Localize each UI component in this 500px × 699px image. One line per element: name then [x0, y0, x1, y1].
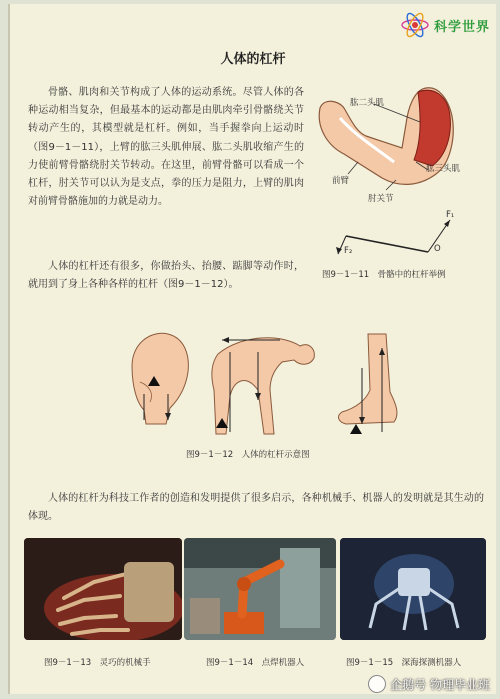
body-lever-figure: [110, 324, 420, 444]
paragraph-examples: 人体的杠杆还有很多，你做抬头、抬腰、踮脚等动作时，就用到了身上各种各样的杠杆（图9－1－12）。: [28, 261, 304, 291]
foot-lever-icon: [339, 334, 397, 434]
penguin-logo-icon: [368, 675, 386, 693]
label-o: O: [434, 244, 441, 254]
figure-caption-9-1-12: 图9－1－12 人体的杠杆示意图: [186, 450, 310, 460]
label-f2: F₂: [344, 246, 353, 256]
atom-logo-icon: [400, 10, 430, 40]
paragraph-intro: 骨骼、肌肉和关节构成了人体的运动系统。尽管人体的各种运动相当复杂，但最基本的运动都是由肌肉牵引骨骼绕关节转动产生的，其模型就是杠杆。例如，当手握拳向上运动时（图9－1－11），上臂的肱三头肌伸展、肱二头肌收缩产生的力使前臂骨骼绕肘关节转动。在这里，前臂骨骼可以看成一个杠杆，肘关节可以认为是支点，拳的压力是阻力，上臂的肌肉对前臂骨骼施加的力就是动力。: [28, 87, 304, 208]
source-watermark: [368, 675, 490, 693]
label-f1: F₁: [446, 210, 455, 220]
welding-robot-photo: [184, 538, 336, 640]
figure-caption-9-1-15: 图9－1－15 深海探测机器人: [346, 658, 462, 668]
label-forearm: 前臂: [332, 176, 350, 186]
lever-diagram: [320, 210, 470, 262]
header-banner: [400, 10, 490, 40]
label-biceps: 肱二头肌: [350, 98, 385, 108]
deep-sea-robot-photo: [340, 538, 486, 640]
mechanical-hand-photo: [24, 538, 182, 640]
label-elbow: 肘关节: [368, 194, 394, 204]
page-title: 人体的杠杆: [220, 52, 286, 67]
label-triceps: 肱三头肌: [426, 164, 461, 174]
paragraph-robotics: 人体的杠杆为科技工作者的创造和发明提供了很多启示，各种机械手、机器人的发明就是其生动的体现。: [28, 493, 484, 523]
figure-caption-9-1-14: 图9－1－14 点焊机器人: [206, 658, 305, 668]
brand-title: 科学世界: [433, 19, 490, 35]
arm-muscle-figure: [310, 78, 480, 208]
head-lever-icon: [132, 333, 188, 424]
textbook-page: [8, 4, 496, 694]
watermark-text: 企鹅号 物理毕业班: [390, 677, 490, 692]
figure-caption-9-1-13: 图9－1－13 灵巧的机械手: [44, 658, 151, 668]
figure-caption-9-1-11: 图9－1－11 骨骼中的杠杆举例: [322, 270, 446, 280]
bending-body-lever-icon: [212, 337, 314, 434]
